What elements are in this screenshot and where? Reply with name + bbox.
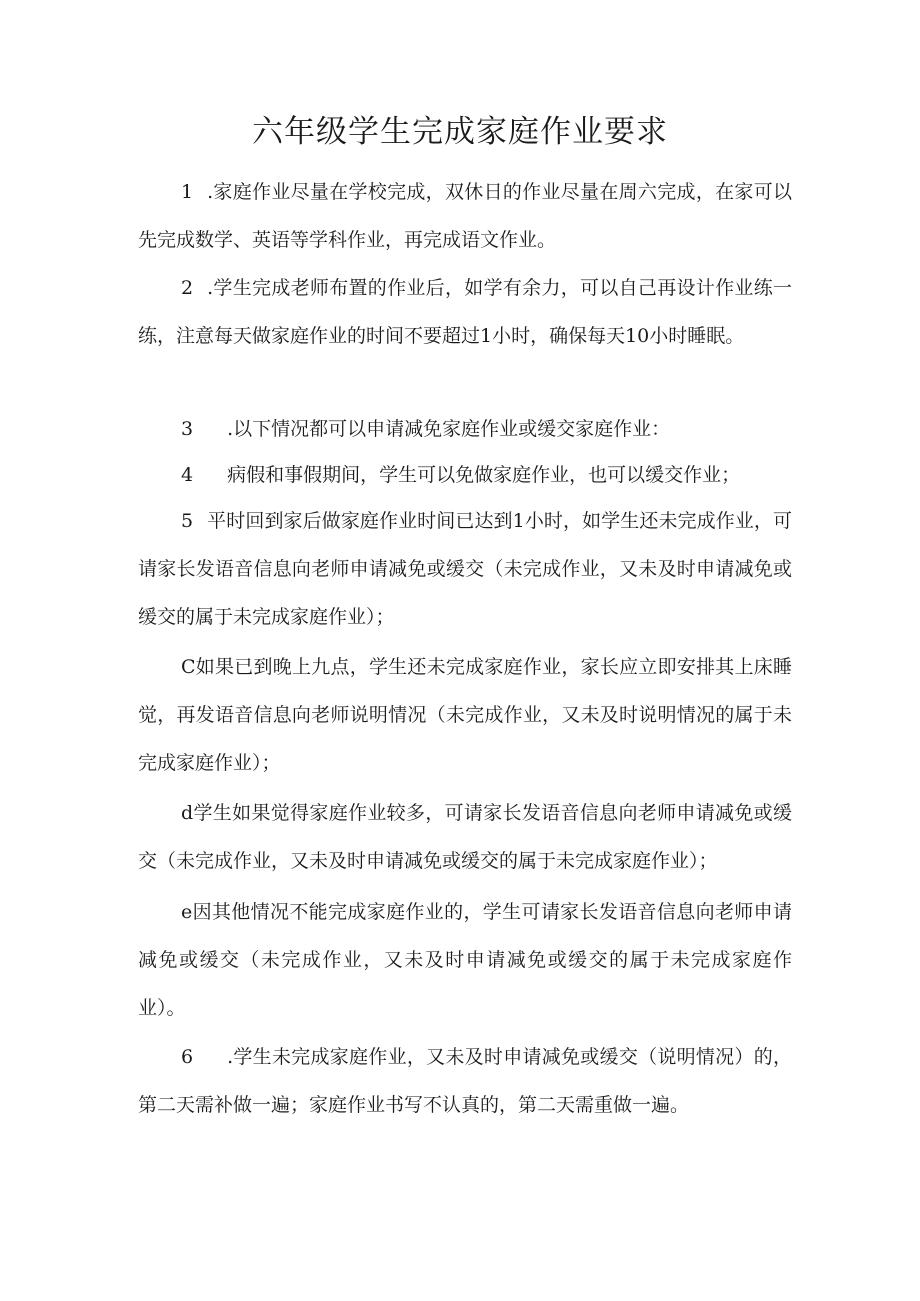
item-number: 2 xyxy=(181,277,194,299)
paragraph-4 xyxy=(138,451,792,499)
item-text: 平时回到家后做家庭作业时间已达到1小时，如学生还未完成作业，可请家长发语音信息向老师申请减免或缓交（未完成作业，又未及时申请减免或缓交的属于未完成家庭作业）； xyxy=(138,510,792,628)
item-number: e xyxy=(181,901,193,923)
paragraph-2 xyxy=(138,264,792,360)
paragraph-e xyxy=(138,888,792,1032)
item-number: d xyxy=(181,802,194,824)
item-text: 学生如果觉得家庭作业较多，可请家长发语音信息向老师申请减免或缓交（未完成作业，又未及时申请减免或缓交的属于未完成家庭作业）； xyxy=(138,802,792,872)
item-number: 1 xyxy=(181,181,194,203)
item-text: .学生未完成家庭作业，又未及时申请减免或缓交（说明情况）的，第二天需补做一遍；家庭作业书写不认真的，第二天需重做一遍。 xyxy=(138,1046,792,1116)
paragraph-1 xyxy=(138,168,792,264)
item-text: 病假和事假期间，学生可以免做家庭作业，也可以缓交作业； xyxy=(227,464,741,486)
paragraph-c xyxy=(138,643,792,787)
paragraph-6 xyxy=(138,1033,792,1129)
paragraph-3 xyxy=(138,405,792,453)
item-number: 5 xyxy=(181,510,194,532)
item-number: 6 xyxy=(181,1046,194,1068)
item-text: .学生完成老师布置的作业后，如学有余力，可以自己再设计作业练一练，注意每天做家庭作业的时间不要超过1小时，确保每天10小时睡眠。 xyxy=(138,277,792,347)
document-title: 六年级学生完成家庭作业要求 xyxy=(252,114,668,150)
paragraph-d xyxy=(138,789,792,885)
item-text: 因其他情况不能完成家庭作业的，学生可请家长发语音信息向老师申请减免或缓交（未完成作业，又未及时申请减免或缓交的属于未完成家庭作业）。 xyxy=(138,901,792,1019)
item-text: 如果已到晚上九点，学生还未完成家庭作业，家长应立即安排其上床睡觉，再发语音信息向老师说明情况（未完成作业，又未及时说明情况的属于未完成家庭作业）； xyxy=(138,656,792,774)
item-number: 3 xyxy=(181,418,194,440)
item-number: C xyxy=(181,656,196,678)
item-text: .以下情况都可以申请减免家庭作业或缓交家庭作业： xyxy=(227,418,671,440)
item-text: .家庭作业尽量在学校完成，双休日的作业尽量在周六完成，在家可以先完成数学、英语等学科作业，再完成语文作业。 xyxy=(138,181,792,251)
paragraph-5 xyxy=(138,497,792,641)
item-number: 4 xyxy=(181,464,194,486)
